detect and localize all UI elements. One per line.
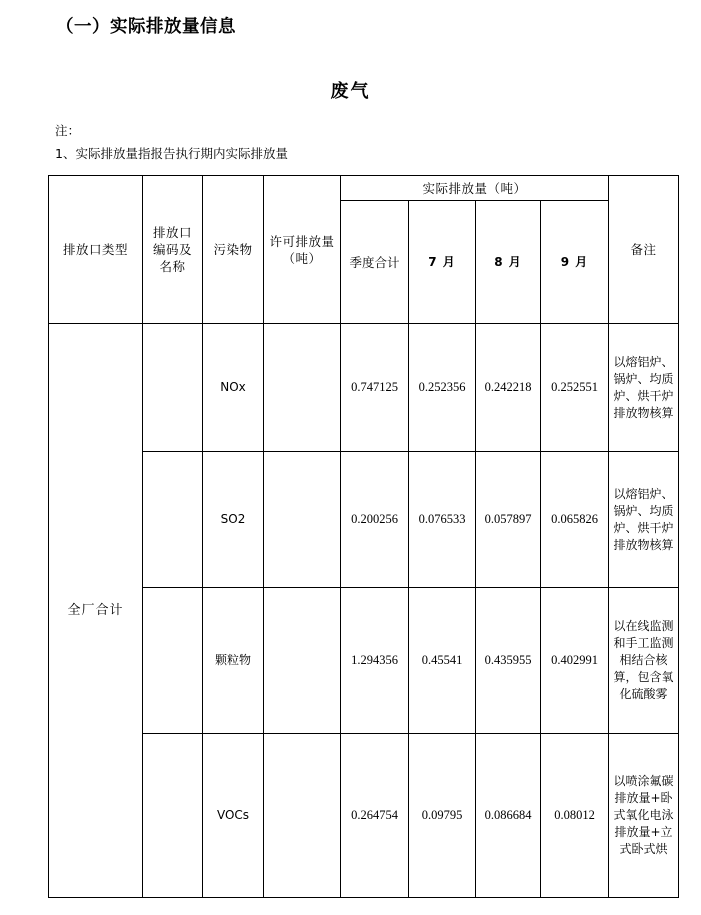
cell-permitted-amount xyxy=(264,588,341,734)
cell-remark xyxy=(609,324,679,452)
cell-permitted-amount xyxy=(264,324,341,452)
cell-outlet-code-name xyxy=(143,452,203,588)
cell-pollutant: 颗粒物 xyxy=(203,588,264,734)
cell-outlet-type: 全厂合计 xyxy=(49,324,143,898)
col-header-outlet-code-name xyxy=(143,176,203,324)
col-header-month-8 xyxy=(476,201,541,324)
col-header-pollutant-label: 污染物 xyxy=(213,242,253,257)
col-header-permitted-amount xyxy=(264,176,341,324)
cell-permitted-amount xyxy=(264,452,341,588)
cell-month-8: 0.435955 xyxy=(476,588,541,734)
cell-quarter-total: 0.747125 xyxy=(341,324,409,452)
col-header-month-9 xyxy=(541,201,609,324)
note-item-1: 1、实际排放量指报告执行期内实际排放量 xyxy=(55,146,288,161)
cell-remark xyxy=(609,734,679,898)
cell-month-9: 0.252551 xyxy=(541,324,609,452)
table-row xyxy=(49,734,679,898)
cell-pollutant: NOx xyxy=(203,324,264,452)
col-header-permitted-amount-label: 许可排放量（吨） xyxy=(269,233,335,266)
col-header-remark-label: 备注 xyxy=(630,242,657,257)
cell-remark-text: 以喷涂氟碳排放量+卧式氧化电泳排放量+立式卧式烘 xyxy=(613,774,674,856)
cell-pollutant: VOCs xyxy=(203,734,264,898)
table-row xyxy=(49,588,679,734)
col-header-quarter-total-label: 季度合计 xyxy=(349,254,400,270)
col-header-actual-emission-group-label: 实际排放量（吨） xyxy=(422,180,527,196)
col-header-month-7 xyxy=(409,201,476,324)
col-header-pollutant xyxy=(203,176,264,324)
table-header-group-row xyxy=(49,176,679,201)
cell-remark-text: 以熔铝炉、锅炉、均质炉、烘干炉排放物核算 xyxy=(613,486,674,552)
cell-quarter-total: 0.264754 xyxy=(341,734,409,898)
cell-month-8: 0.242218 xyxy=(476,324,541,452)
cell-month-9: 0.065826 xyxy=(541,452,609,588)
table-head xyxy=(49,176,679,324)
cell-remark xyxy=(609,452,679,588)
cell-outlet-code-name xyxy=(143,588,203,734)
cell-month-9: 0.402991 xyxy=(541,588,609,734)
cell-outlet-code-name xyxy=(143,324,203,452)
col-header-outlet-type-label: 排放口类型 xyxy=(62,242,128,257)
col-header-quarter-total xyxy=(341,201,409,324)
cell-month-8: 0.057897 xyxy=(476,452,541,588)
col-header-outlet-code-name-label: 排放口编码及名称 xyxy=(152,225,192,274)
emission-table-container xyxy=(48,175,678,898)
cell-month-9: 0.08012 xyxy=(541,734,609,898)
table-row xyxy=(49,324,679,452)
cell-quarter-total: 0.200256 xyxy=(341,452,409,588)
cell-month-7: 0.09795 xyxy=(409,734,476,898)
table-body xyxy=(49,324,679,898)
cell-permitted-amount xyxy=(264,734,341,898)
emission-table xyxy=(48,175,679,898)
note-label: 注： xyxy=(55,123,81,138)
col-header-outlet-type xyxy=(49,176,143,324)
cell-remark-text: 以在线监测和手工监测相结合核算，包含氧化硫酸雾 xyxy=(613,619,674,701)
cell-remark-text: 以熔铝炉、锅炉、均质炉、烘干炉排放物核算 xyxy=(613,354,674,420)
cell-month-7: 0.252356 xyxy=(409,324,476,452)
col-header-month-7-label: 7 月 xyxy=(428,254,456,269)
col-header-remark xyxy=(609,176,679,324)
page-title: （一）实际排放量信息 xyxy=(56,17,236,37)
cell-month-7: 0.45541 xyxy=(409,588,476,734)
col-header-month-8-label: 8 月 xyxy=(494,254,522,269)
col-header-actual-emission-group xyxy=(341,176,609,201)
cell-quarter-total: 1.294356 xyxy=(341,588,409,734)
cell-pollutant: SO2 xyxy=(203,452,264,588)
cell-month-8: 0.086684 xyxy=(476,734,541,898)
cell-remark xyxy=(609,588,679,734)
table-row xyxy=(49,452,679,588)
document-subtitle: 废气 xyxy=(330,81,371,102)
cell-month-7: 0.076533 xyxy=(409,452,476,588)
col-header-month-9-label: 9 月 xyxy=(560,254,589,269)
cell-outlet-code-name xyxy=(143,734,203,898)
